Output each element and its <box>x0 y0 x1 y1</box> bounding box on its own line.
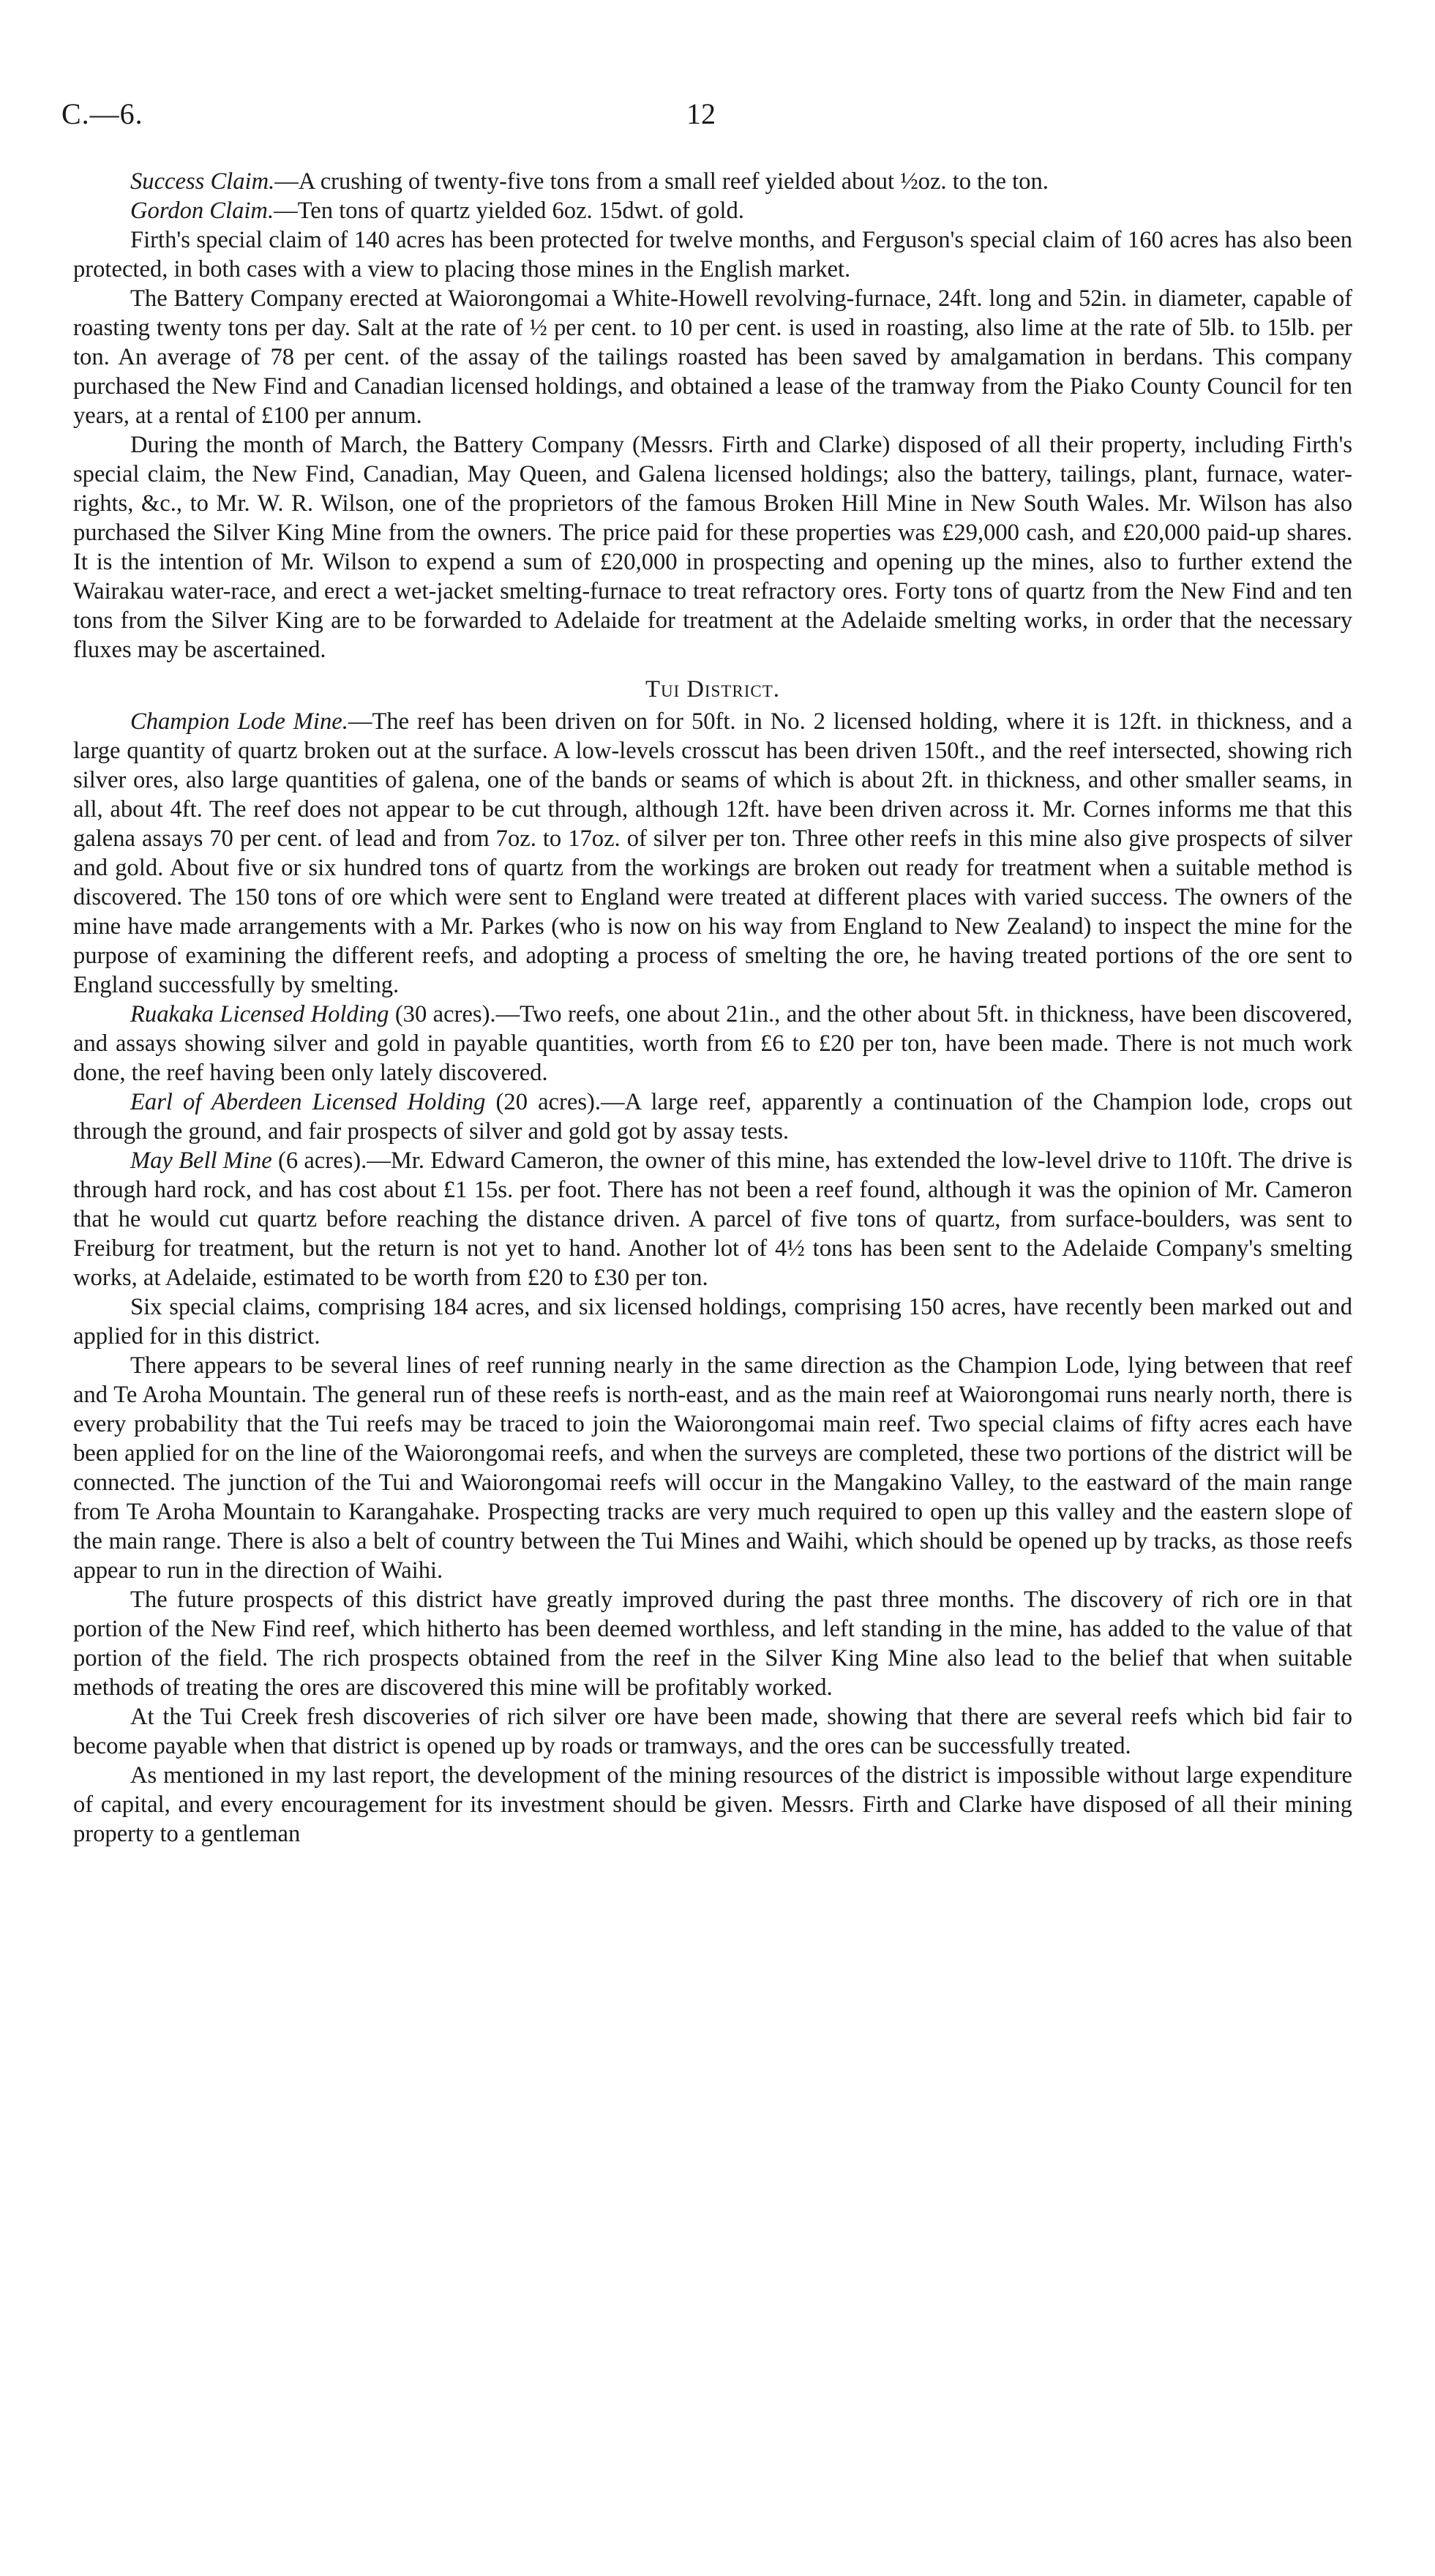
paragraph-text: (30 acres).—Two reefs, one about 21in., and the other about 5ft. in thickness, have been discovered, and assays showing silver and gold in payable quantities, worth from £6 to £20 per ton, have been made. There is not much work done, the reef having been only lately discovered. <box>73 1001 1352 1086</box>
paragraph-text: Six special claims, comprising 184 acres, and six licensed holdings, comprising 150 acres, have recently been marked out and applied for in this district. <box>73 1294 1352 1349</box>
page-body <box>73 167 1352 1849</box>
paragraph <box>73 1000 1352 1087</box>
paragraph-text: (20 acres).—A large reef, apparently a continuation of the Champion lode, crops out through the ground, and fair prospects of silver and gold got by assay tests. <box>73 1089 1352 1145</box>
paragraph <box>73 1585 1352 1702</box>
paragraph <box>73 1146 1352 1292</box>
paragraph-text: During the month of March, the Battery Company (Messrs. Firth and Clarke) disposed of all their property, including Firth's special claim, the New Find, Canadian, May Queen, and Galena licensed holdings; also the battery, tailings, plant, furnace, water-rights, &c., to Mr. W. R. Wilson, one of the proprietors of the famous Broken Hill Mine in New South Wales. Mr. Wilson has also purchased the Silver King Mine from the owners. The price paid for these properties was £29,000 cash, and £20,000 paid-up shares. It is the intention of Mr. Wilson to expend a sum of £20,000 in prospecting and opening up the mines, also to further extend the Wairakau water-race, and erect a wet-jacket smelting-furnace to treat refractory ores. Forty tons of quartz from the New Find and ten tons from the Silver King are to be forwarded to Adelaide for treatment at the Adelaide smelting works, in order that the necessary fluxes may be ascertained. <box>73 432 1352 663</box>
paragraph <box>73 1351 1352 1585</box>
paragraph <box>73 1702 1352 1761</box>
section-heading: Tui District. <box>645 676 780 703</box>
paragraph <box>73 196 1352 225</box>
paragraph-text: As mentioned in my last report, the development of the mining resources of the district is impossible without large expenditure of capital, and every encouragement for its investment should be given. Messrs. Firth and Clarke have disposed of all their mining property to a gentleman <box>73 1762 1352 1847</box>
paragraph <box>73 167 1352 196</box>
page-header <box>61 97 1364 138</box>
paragraph <box>73 284 1352 430</box>
paragraph-lead: Champion Lode Mine. <box>130 708 348 735</box>
paragraph-text: (6 acres).—Mr. Edward Cameron, the owner of this mine, has extended the low-level drive to 110ft. The drive is through hard rock, and has cost about £1 15s. per foot. There has not been a reef found, although it was the opinion of Mr. Cameron that he would cut quartz before reaching the distance driven. A parcel of five tons of quartz, from surface-boulders, was sent to Freiburg for treatment, but the return is not yet to hand. Another lot of 4½ tons has been sent to the Adelaide Company's smelting works, at Adelaide, estimated to be worth from £20 to £30 per ton. <box>73 1147 1352 1291</box>
paragraph <box>73 707 1352 1000</box>
paragraph <box>73 1292 1352 1351</box>
paragraph-text: —A crushing of twenty-five tons from a small reef yielded about ½oz. to the ton. <box>274 168 1049 195</box>
paragraph <box>73 1761 1352 1849</box>
paragraph <box>73 225 1352 284</box>
paragraph-text: —The reef has been driven on for 50ft. in No. 2 licensed holding, where it is 12ft. in thickness, and a large quantity of quartz broken out at the surface. A low-levels crosscut has been driven 150ft., and the reef intersected, showing rich silver ores, also large quantities of galena, one of the bands or seams of which is about 2ft. in thickness, and other smaller seams, in all, about 4ft. The reef does not appear to be cut through, although 12ft. have been driven across it. Mr. Cornes informs me that this galena assays 70 per cent. of lead and from 7oz. to 17oz. of silver per ton. Three other reefs in this mine also give prospects of silver and gold. About five or six hundred tons of quartz from the workings are broken out ready for treatment when a suitable method is discovered. The 150 tons of ore which were sent to England were treated at different places with varied success. The owners of the mine have made arrangements with a Mr. Parkes (who is now on his way from England to New Zealand) to inspect the mine for the purpose of examining the different reefs, and adopting a process of smelting the ore, he having treated portions of the ore sent to England successfully by smelting. <box>73 708 1352 998</box>
paragraph-lead: May Bell Mine <box>130 1147 272 1174</box>
paragraph-lead: Earl of Aberdeen Licensed Holding <box>130 1089 486 1115</box>
paragraph-lead: Gordon Claim. <box>130 198 274 224</box>
page-number: 12 <box>686 97 716 130</box>
paragraph-text: There appears to be several lines of reef running nearly in the same direction as the Champion Lode, lying between that reef and Te Aroha Mountain. The general run of these reefs is north-east, and as the main reef at Waiorongomai runs nearly north, there is every probability that the Tui reefs may be traced to join the Waiorongomai main reef. Two special claims of fifty acres each have been applied for on the line of the Waiorongomai reefs, and when the surveys are completed, these two portions of the district will be connected. The junction of the Tui and Waiorongomai reefs will occur in the Mangakino Valley, to the eastward of the main range from Te Aroha Mountain to Karangahake. Prospecting tracks are very much required to open up this valley and the eastern slope of the main range. There is also a belt of country between the Tui Mines and Waihi, which should be opened up by tracks, as those reefs appear to run in the direction of Waihi. <box>73 1352 1352 1584</box>
paragraph <box>73 1087 1352 1146</box>
paragraph <box>73 430 1352 664</box>
paragraph-text: Firth's special claim of 140 acres has been protected for twelve months, and Ferguson's special claim of 160 acres has also been protected, in both cases with a view to placing those mines in the English market. <box>73 227 1352 282</box>
document-reference: C.—6. <box>61 97 143 130</box>
paragraph-text: At the Tui Creek fresh discoveries of rich silver ore have been made, showing that there are several reefs which bid fair to become payable when that district is opened up by roads or tramways, and the ores can be successfully treated. <box>73 1704 1352 1759</box>
paragraph-text: —Ten tons of quartz yielded 6oz. 15dwt. of gold. <box>274 198 744 224</box>
paragraph-lead: Ruakaka Licensed Holding <box>130 1001 389 1027</box>
paragraph-text: The Battery Company erected at Waiorongomai a White-Howell revolving-furnace, 24ft. long and 52in. in diameter, capable of roasting twenty tons per day. Salt at the rate of ½ per cent. to 10 per cent. is used in roasting, also lime at the rate of 5lb. to 15lb. per ton. An average of 78 per cent. of the assay of the tailings roasted has been saved by amalgamation in berdans. This company purchased the New Find and Canadian licensed holdings, and obtained a lease of the tramway from the Piako County Council for ten years, at a rental of £100 per annum. <box>73 285 1352 429</box>
paragraph-text: The future prospects of this district have greatly improved during the past three months. The discovery of rich ore in that portion of the New Find reef, which hitherto has been deemed worthless, and left standing in the mine, has added to the value of that portion of the field. The rich prospects obtained from the reef in the Silver King Mine also lead to the belief that when suitable methods of treating the ores are discovered this mine will be profitably worked. <box>73 1587 1352 1701</box>
paragraph-lead: Success Claim. <box>130 168 275 195</box>
